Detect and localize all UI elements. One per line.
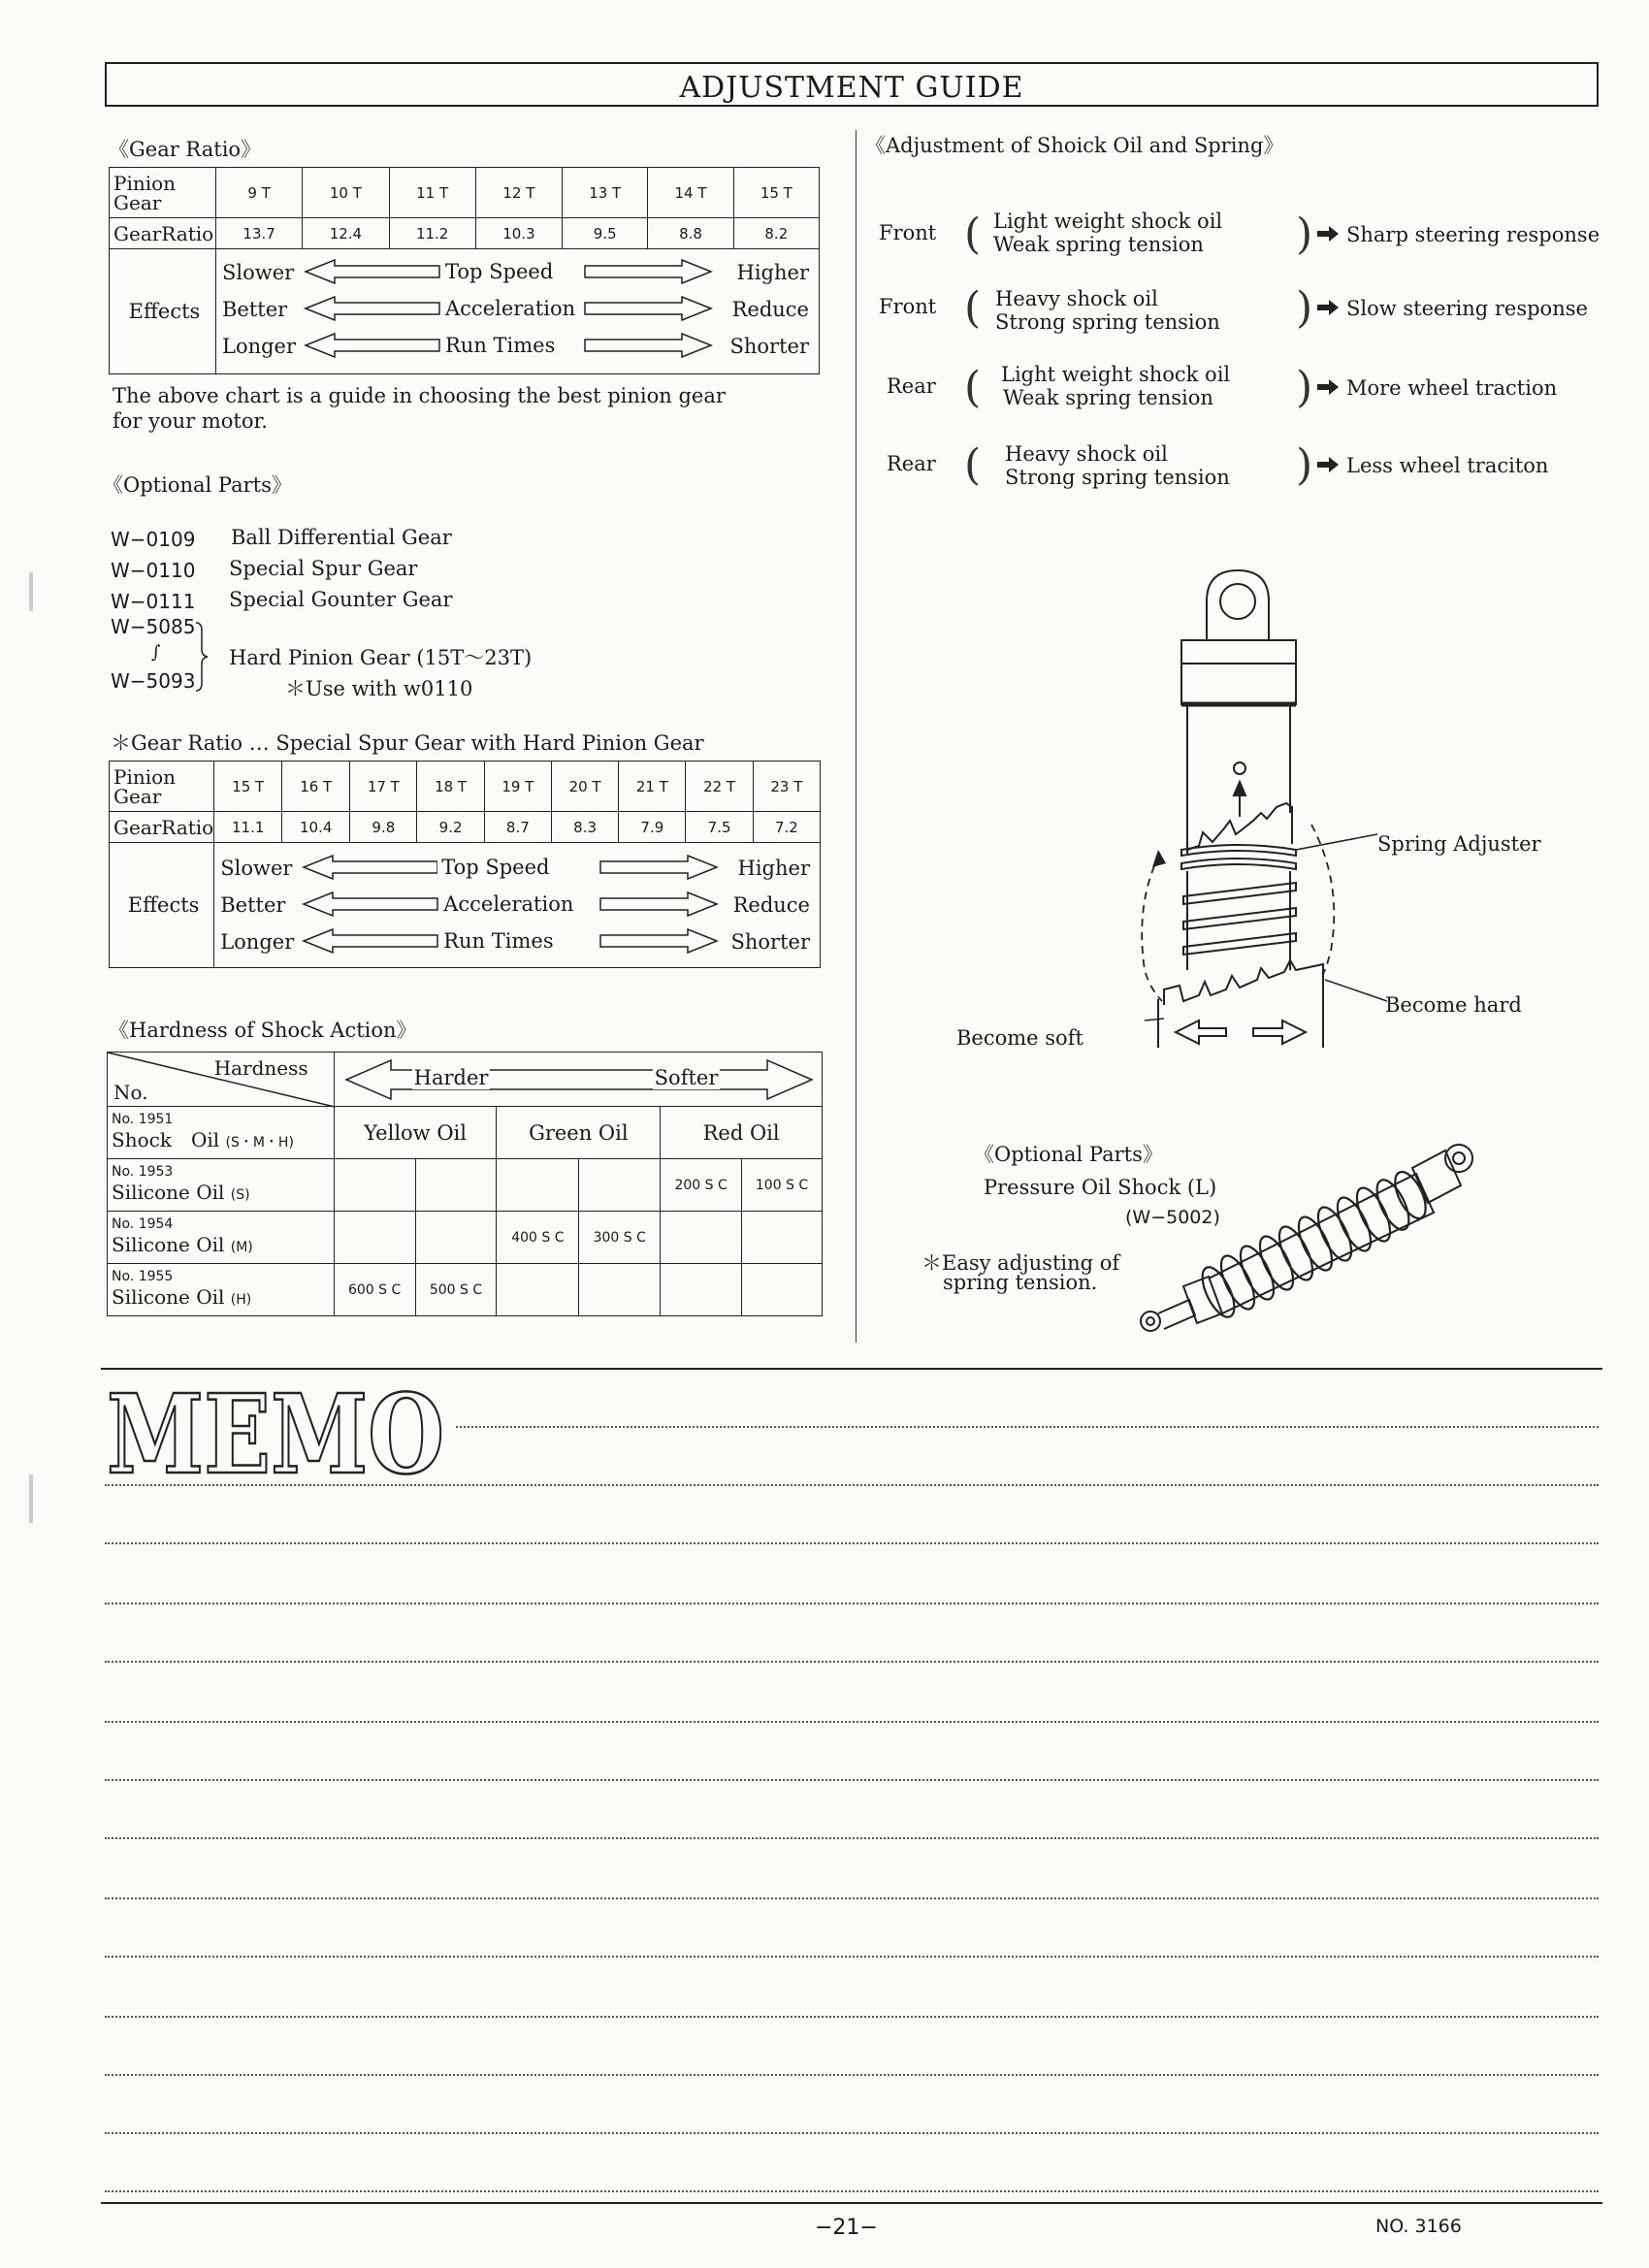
- memo-line: [105, 1837, 1599, 1839]
- hardness-row-1955: [108, 1264, 335, 1316]
- teeth-cell: 20 T: [551, 761, 618, 812]
- ratio-cell: 12.4: [303, 218, 389, 249]
- adjust-row-rear-light: [873, 355, 1610, 423]
- viscosity-cell: 300 S C: [579, 1212, 661, 1264]
- effect-middle: Run Times: [441, 334, 559, 357]
- binding-mark: [29, 572, 33, 611]
- hardness-row-1951: [108, 1107, 335, 1159]
- page-title: ADJUSTMENT GUIDE: [679, 71, 1024, 105]
- empty-cell: [334, 1159, 415, 1212]
- special-gear-title: ＊Gear Ratio … Special Spur Gear with Hard Pinion Gear: [111, 731, 704, 755]
- memo-line: [105, 1956, 1599, 1958]
- row-no: No. 1955: [112, 1269, 174, 1284]
- memo-line: [105, 2132, 1599, 2134]
- teeth-cell: 15 T: [214, 761, 282, 812]
- adjust-line1: Light weight shock oil: [993, 210, 1223, 233]
- effect-left: Longer: [222, 335, 297, 358]
- effect-right: Higher: [737, 857, 810, 880]
- adjust-line1: Light weight shock oil: [1001, 363, 1231, 386]
- adjust-row-rear-heavy: [873, 433, 1610, 501]
- row-name: Silicone Oil: [112, 1233, 225, 1256]
- right-arrow-icon: [1317, 226, 1339, 242]
- empty-cell: [579, 1264, 661, 1316]
- ratio-cell: 7.9: [619, 812, 686, 843]
- harder-softer-cell: [334, 1053, 822, 1107]
- document-number: NO. 3166: [1375, 2216, 1462, 2237]
- ratio-cell: 9.2: [417, 812, 484, 843]
- gear-ratio-label: GearRatio: [110, 218, 216, 249]
- memo-line: [105, 1542, 1599, 1544]
- ratio-cell: 8.3: [551, 812, 618, 843]
- ratio-cell: 7.5: [686, 812, 753, 843]
- binding-mark: [29, 1474, 33, 1523]
- brace-icon: [194, 621, 213, 693]
- range-tilde: ∫: [151, 642, 161, 663]
- range-part-name: Hard Pinion Gear (15T〜23T): [229, 646, 533, 669]
- adjust-position: Front: [879, 295, 937, 318]
- memo-line: [105, 1721, 1599, 1723]
- hardness-table: [107, 1052, 823, 1316]
- double-arrow-icon: [335, 1053, 824, 1107]
- empty-cell: [661, 1264, 742, 1316]
- empty-cell: [497, 1264, 579, 1316]
- teeth-cell: 22 T: [686, 761, 753, 812]
- adjust-line2: Strong spring tension: [995, 310, 1220, 334]
- ratio-cell: 9.5: [563, 218, 648, 249]
- teeth-cell: 18 T: [417, 761, 484, 812]
- ratio-cell: 11.1: [214, 812, 282, 843]
- ratio-cell: 9.8: [350, 812, 417, 843]
- optional-shock-title: 《Optional Parts》: [974, 1143, 1163, 1166]
- column-divider: [856, 130, 857, 1343]
- effect-left: Slower: [220, 857, 293, 880]
- memo-line: [105, 1661, 1599, 1663]
- effect-row-run-times: [216, 329, 819, 362]
- part-name: Special Gounter Gear: [229, 588, 453, 611]
- pinion-gear-label: Pinion Gear: [110, 761, 214, 812]
- effects-label: Effects: [110, 843, 214, 968]
- row-name: Shock Oil: [112, 1128, 220, 1151]
- part-name: Ball Differential Gear: [231, 526, 452, 549]
- row-name: Silicone Oil: [112, 1181, 225, 1204]
- become-soft-label: Become soft: [956, 1026, 1083, 1050]
- row-grade: (S): [230, 1187, 250, 1203]
- adjust-line2: Weak spring tension: [1003, 386, 1213, 409]
- hardness-row-1954: [108, 1212, 335, 1264]
- part-name: Special Spur Gear: [229, 557, 418, 580]
- right-arrow-icon: [1317, 457, 1339, 472]
- teeth-cell: 21 T: [619, 761, 686, 812]
- ratio-cell: 13.7: [216, 218, 303, 249]
- adjust-position: Front: [879, 221, 937, 244]
- effects-cell: [216, 249, 820, 374]
- hardness-title: 《Hardness of Shock Action》: [109, 1019, 417, 1042]
- viscosity-cell: 400 S C: [497, 1212, 579, 1264]
- adjust-row-front-heavy: [873, 275, 1610, 343]
- gear-note-line2: for your motor.: [113, 409, 268, 433]
- memo-divider: [101, 1368, 1602, 1370]
- effect-right: Shorter: [730, 930, 810, 954]
- effect-middle: Top Speed: [441, 260, 557, 283]
- part-code: W−0109: [111, 528, 196, 551]
- teeth-cell: 15 T: [733, 168, 819, 218]
- gear-ratio-table: [109, 167, 820, 374]
- effect-row-run-times: [214, 924, 820, 957]
- red-oil-cell: Red Oil: [661, 1107, 823, 1159]
- teeth-cell: 12 T: [475, 168, 562, 218]
- effect-middle: Run Times: [439, 929, 557, 953]
- shock-adjust-title: 《Adjustment of Shoick Oil and Spring》: [865, 134, 1284, 157]
- viscosity-cell: 100 S C: [742, 1159, 823, 1212]
- memo-title: MEMO: [107, 1372, 444, 1499]
- yellow-oil-cell: Yellow Oil: [334, 1107, 497, 1159]
- pressure-oil-shock-image: [1125, 1129, 1484, 1352]
- viscosity-cell: 200 S C: [661, 1159, 742, 1212]
- ratio-cell: 10.4: [282, 812, 350, 843]
- adjust-line1: Heavy shock oil: [1005, 442, 1168, 466]
- effect-row-top-speed: [214, 851, 820, 884]
- range-code-end: W−5093: [111, 669, 196, 693]
- adjust-result: Sharp steering response: [1346, 223, 1600, 246]
- right-arrow-icon: [1317, 379, 1339, 395]
- adjust-line2: Weak spring tension: [993, 233, 1204, 256]
- adjust-line1: Heavy shock oil: [995, 287, 1158, 310]
- row-name: Silicone Oil: [112, 1285, 225, 1309]
- footer-rule: [101, 2202, 1602, 2204]
- effect-left: Longer: [220, 930, 295, 954]
- empty-cell: [742, 1264, 823, 1316]
- empty-cell: [415, 1159, 497, 1212]
- special-gear-table: [109, 761, 821, 968]
- teeth-cell: 17 T: [350, 761, 417, 812]
- effect-right: Reduce: [732, 893, 810, 917]
- viscosity-cell: 500 S C: [415, 1264, 497, 1316]
- effect-middle: Acceleration: [441, 297, 579, 320]
- memo-line: [105, 1779, 1599, 1781]
- optional-parts-title: 《Optional Parts》: [103, 473, 292, 497]
- empty-cell: [579, 1159, 661, 1212]
- range-part-note: ＊Use with w0110: [285, 677, 473, 700]
- paren-right: ): [1296, 440, 1313, 490]
- ratio-cell: 11.2: [389, 218, 475, 249]
- adjust-position: Rear: [887, 452, 936, 475]
- effect-left: Better: [222, 298, 288, 321]
- effect-middle: Top Speed: [437, 856, 553, 879]
- memo-line: [105, 2190, 1599, 2192]
- gear-note-line1: The above chart is a guide in choosing the best pinion gear: [113, 384, 726, 407]
- right-arrow-icon: [1317, 300, 1339, 315]
- harder-label: Harder: [413, 1066, 489, 1089]
- green-oil-cell: Green Oil: [497, 1107, 661, 1159]
- paren-left: (: [964, 210, 982, 259]
- part-code: W−0111: [111, 590, 196, 613]
- effect-right: Shorter: [729, 335, 809, 358]
- memo-line: [105, 2016, 1599, 2018]
- become-hard-label: Become hard: [1385, 993, 1522, 1017]
- empty-cell: [742, 1212, 823, 1264]
- part-code: W−0110: [111, 559, 196, 582]
- paren-left: (: [964, 283, 982, 333]
- memo-line-first: [456, 1426, 1599, 1428]
- paren-right: ): [1296, 210, 1313, 259]
- spring-adjuster-label: Spring Adjuster: [1377, 832, 1541, 856]
- empty-cell: [334, 1212, 415, 1264]
- optional-shock-note2: spring tension.: [943, 1271, 1098, 1294]
- teeth-cell: 10 T: [303, 168, 389, 218]
- optional-shock-name: Pressure Oil Shock (L): [984, 1176, 1217, 1199]
- effect-right: Reduce: [731, 298, 809, 321]
- teeth-cell: 19 T: [484, 761, 551, 812]
- adjust-position: Rear: [887, 374, 936, 398]
- corner-no: No.: [113, 1081, 148, 1104]
- effect-row-acceleration: [216, 292, 819, 325]
- teeth-cell: 13 T: [563, 168, 648, 218]
- row-grade: (S・M・H): [225, 1135, 294, 1150]
- row-grade: (H): [230, 1292, 252, 1308]
- empty-cell: [415, 1212, 497, 1264]
- range-code-start: W−5085: [111, 615, 196, 638]
- teeth-cell: 14 T: [648, 168, 733, 218]
- adjust-result: More wheel traction: [1346, 376, 1558, 400]
- gear-ratio-title: 《Gear Ratio》: [109, 138, 262, 161]
- page-number: −21−: [815, 2216, 878, 2240]
- adjust-result: Slow steering response: [1346, 297, 1588, 320]
- row-no: No. 1953: [112, 1164, 174, 1180]
- memo-line: [105, 1897, 1599, 1899]
- page-header-box: [105, 62, 1599, 107]
- teeth-cell: 23 T: [753, 761, 820, 812]
- optional-shock-code: (W−5002): [1125, 1207, 1220, 1228]
- gear-ratio-label: GearRatio: [110, 812, 214, 843]
- corner-hardness: Hardness: [213, 1056, 308, 1080]
- effect-row-top-speed: [216, 255, 819, 288]
- teeth-cell: 16 T: [282, 761, 350, 812]
- effects-cell: [214, 843, 821, 968]
- memo-line: [105, 1603, 1599, 1604]
- ratio-cell: 7.2: [753, 812, 820, 843]
- optional-shock-note1: ＊Easy adjusting of: [922, 1251, 1120, 1275]
- effect-middle: Acceleration: [439, 892, 577, 916]
- adjust-row-front-light: [873, 202, 1610, 270]
- paren-right: ): [1296, 363, 1313, 412]
- row-no: No. 1951: [112, 1112, 174, 1127]
- empty-cell: [497, 1159, 579, 1212]
- memo-line: [105, 1484, 1599, 1486]
- hardness-row-1953: [108, 1159, 335, 1212]
- shock-absorber-diagram: [1106, 563, 1358, 1077]
- viscosity-cell: 600 S C: [334, 1264, 415, 1316]
- adjust-result: Less wheel traciton: [1346, 454, 1549, 477]
- effects-label: Effects: [110, 249, 216, 374]
- hardness-corner-cell: [108, 1053, 335, 1107]
- effect-row-acceleration: [214, 888, 820, 921]
- row-no: No. 1954: [112, 1216, 174, 1232]
- empty-cell: [661, 1212, 742, 1264]
- ratio-cell: 10.3: [475, 218, 562, 249]
- teeth-cell: 9 T: [216, 168, 303, 218]
- ratio-cell: 8.7: [484, 812, 551, 843]
- ratio-cell: 8.8: [648, 218, 733, 249]
- paren-right: ): [1296, 283, 1313, 333]
- effect-left: Slower: [222, 261, 295, 284]
- teeth-cell: 11 T: [389, 168, 475, 218]
- effect-right: Higher: [736, 261, 809, 284]
- row-grade: (M): [230, 1240, 253, 1255]
- softer-label: Softer: [654, 1066, 719, 1089]
- effect-left: Better: [220, 893, 286, 917]
- pinion-gear-label: Pinion Gear: [110, 168, 216, 218]
- ratio-cell: 8.2: [733, 218, 819, 249]
- memo-line: [105, 2074, 1599, 2076]
- memo-title-art: [103, 1372, 452, 1499]
- paren-left: (: [964, 440, 982, 490]
- paren-left: (: [964, 363, 982, 412]
- adjust-line2: Strong spring tension: [1005, 466, 1230, 489]
